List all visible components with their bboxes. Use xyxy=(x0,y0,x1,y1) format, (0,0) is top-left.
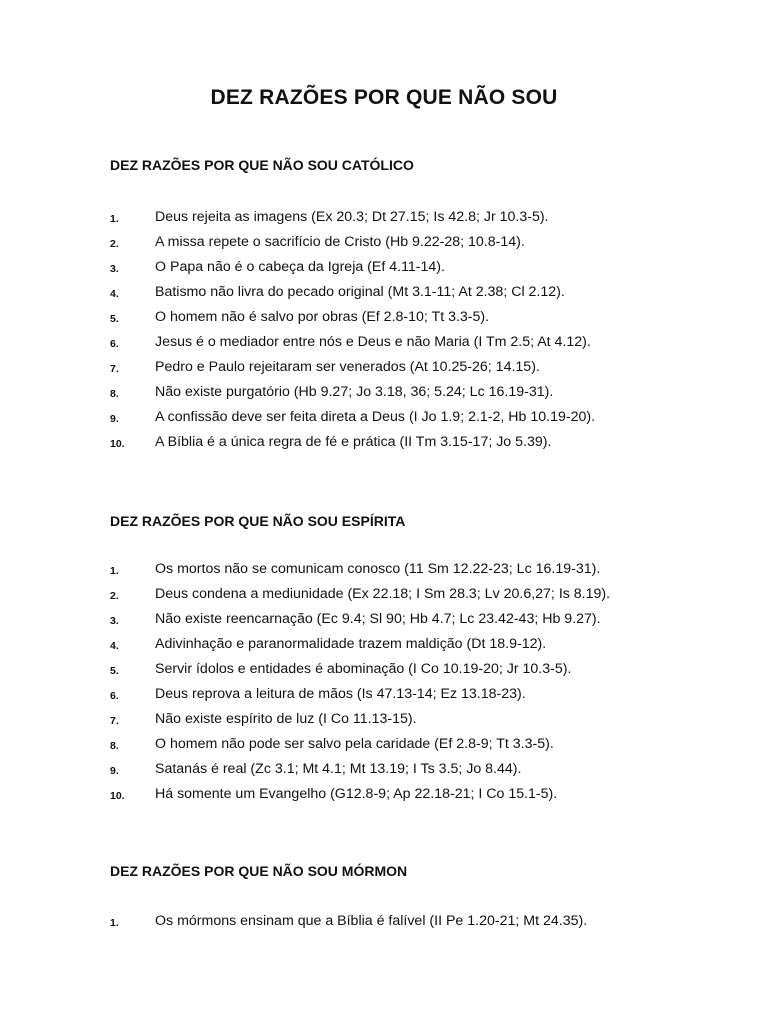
item-number: 1. xyxy=(110,917,119,929)
item-number: 2. xyxy=(110,590,119,602)
reasons-list-mormon xyxy=(0,910,768,935)
list-item xyxy=(0,758,768,783)
item-number: 6. xyxy=(110,338,119,350)
item-text: A Bíblia é a única regra de fé e prática (II Tm 3.15-17; Jo 5.39). xyxy=(155,434,552,450)
item-text: Deus rejeita as imagens (Ex 20.3; Dt 27.15; Is 42.8; Jr 10.3-5). xyxy=(155,209,549,225)
list-item xyxy=(0,733,768,758)
item-text: O homem não pode ser salvo pela caridade (Ef 2.8-9; Tt 3.3-5). xyxy=(155,736,554,752)
list-item xyxy=(0,306,768,331)
section-heading-mormon: DEZ RAZÕES POR QUE NÃO SOU MÓRMON xyxy=(110,863,408,879)
item-text: Não existe reencarnação (Ec 9.4; Sl 90; Hb 4.7; Lc 23.42-43; Hb 9.27). xyxy=(155,611,601,627)
item-text: A missa repete o sacrifício de Cristo (Hb 9.22-28; 10.8-14). xyxy=(155,234,525,250)
list-item xyxy=(0,683,768,708)
section-heading-espirita: DEZ RAZÕES POR QUE NÃO SOU ESPÍRITA xyxy=(110,513,406,529)
item-number: 4. xyxy=(110,640,119,652)
list-item xyxy=(0,331,768,356)
item-text: Adivinhação e paranormalidade trazem maldição (Dt 18.9-12). xyxy=(155,636,547,652)
item-number: 7. xyxy=(110,363,119,375)
list-item xyxy=(0,356,768,381)
item-number: 8. xyxy=(110,740,119,752)
item-text: Não existe purgatório (Hb 9.27; Jo 3.18, 36; 5.24; Lc 16.19-31). xyxy=(155,384,554,400)
list-item xyxy=(0,783,768,808)
item-number: 1. xyxy=(110,213,119,225)
item-number: 6. xyxy=(110,690,119,702)
list-item xyxy=(0,206,768,231)
item-text: O Papa não é o cabeça da Igreja (Ef 4.11-14). xyxy=(155,259,445,275)
item-number: 4. xyxy=(110,288,119,300)
item-text: Jesus é o mediador entre nós e Deus e não Maria (I Tm 2.5; At 4.12). xyxy=(155,334,591,350)
list-item xyxy=(0,281,768,306)
item-number: 3. xyxy=(110,263,119,275)
section-heading-catolico: DEZ RAZÕES POR QUE NÃO SOU CATÓLICO xyxy=(110,157,414,173)
item-text: Servir ídolos e entidades é abominação (I Co 10.19-20; Jr 10.3-5). xyxy=(155,661,572,677)
item-text: Os mortos não se comunicam conosco (11 Sm 12.22-23; Lc 16.19-31). xyxy=(155,561,601,577)
list-item xyxy=(0,381,768,406)
list-item xyxy=(0,583,768,608)
item-number: 10. xyxy=(110,438,125,450)
item-text: Não existe espírito de luz (I Co 11.13-15). xyxy=(155,711,417,727)
list-item xyxy=(0,431,768,456)
item-text: Pedro e Paulo rejeitaram ser venerados (At 10.25-26; 14.15). xyxy=(155,359,540,375)
list-item xyxy=(0,658,768,683)
list-item xyxy=(0,406,768,431)
item-text: Deus reprova a leitura de mãos (Is 47.13-14; Ez 13.18-23). xyxy=(155,686,526,702)
list-item xyxy=(0,231,768,256)
item-text: Satanás é real (Zc 3.1; Mt 4.1; Mt 13.19; I Ts 3.5; Jo 8.44). xyxy=(155,761,522,777)
item-number: 9. xyxy=(110,413,119,425)
item-text: Batismo não livra do pecado original (Mt 3.1-11; At 2.38; Cl 2.12). xyxy=(155,284,565,300)
item-number: 5. xyxy=(110,313,119,325)
document-title: DEZ RAZÕES POR QUE NÃO SOU xyxy=(210,86,558,109)
item-number: 7. xyxy=(110,715,119,727)
item-number: 1. xyxy=(110,565,119,577)
item-text: O homem não é salvo por obras (Ef 2.8-10; Tt 3.3-5). xyxy=(155,309,490,325)
item-number: 9. xyxy=(110,765,119,777)
item-text: Os mórmons ensinam que a Bíblia é falível (II Pe 1.20-21; Mt 24.35). xyxy=(155,913,588,929)
list-item xyxy=(0,558,768,583)
item-number: 8. xyxy=(110,388,119,400)
item-text: A confissão deve ser feita direta a Deus (I Jo 1.9; 2.1-2, Hb 10.19-20). xyxy=(155,409,596,425)
list-item xyxy=(0,910,768,935)
list-item xyxy=(0,708,768,733)
item-number: 2. xyxy=(110,238,119,250)
item-number: 5. xyxy=(110,665,119,677)
item-text: Há somente um Evangelho (G12.8-9; Ap 22.18-21; I Co 15.1-5). xyxy=(155,786,558,802)
reasons-list-catolico xyxy=(0,206,768,456)
list-item xyxy=(0,256,768,281)
list-item xyxy=(0,608,768,633)
reasons-list-espirita xyxy=(0,558,768,808)
list-item xyxy=(0,633,768,658)
item-number: 10. xyxy=(110,790,125,802)
item-number: 3. xyxy=(110,615,119,627)
item-text: Deus condena a mediunidade (Ex 22.18; I Sm 28.3; Lv 20.6,27; Is 8.19). xyxy=(155,586,611,602)
